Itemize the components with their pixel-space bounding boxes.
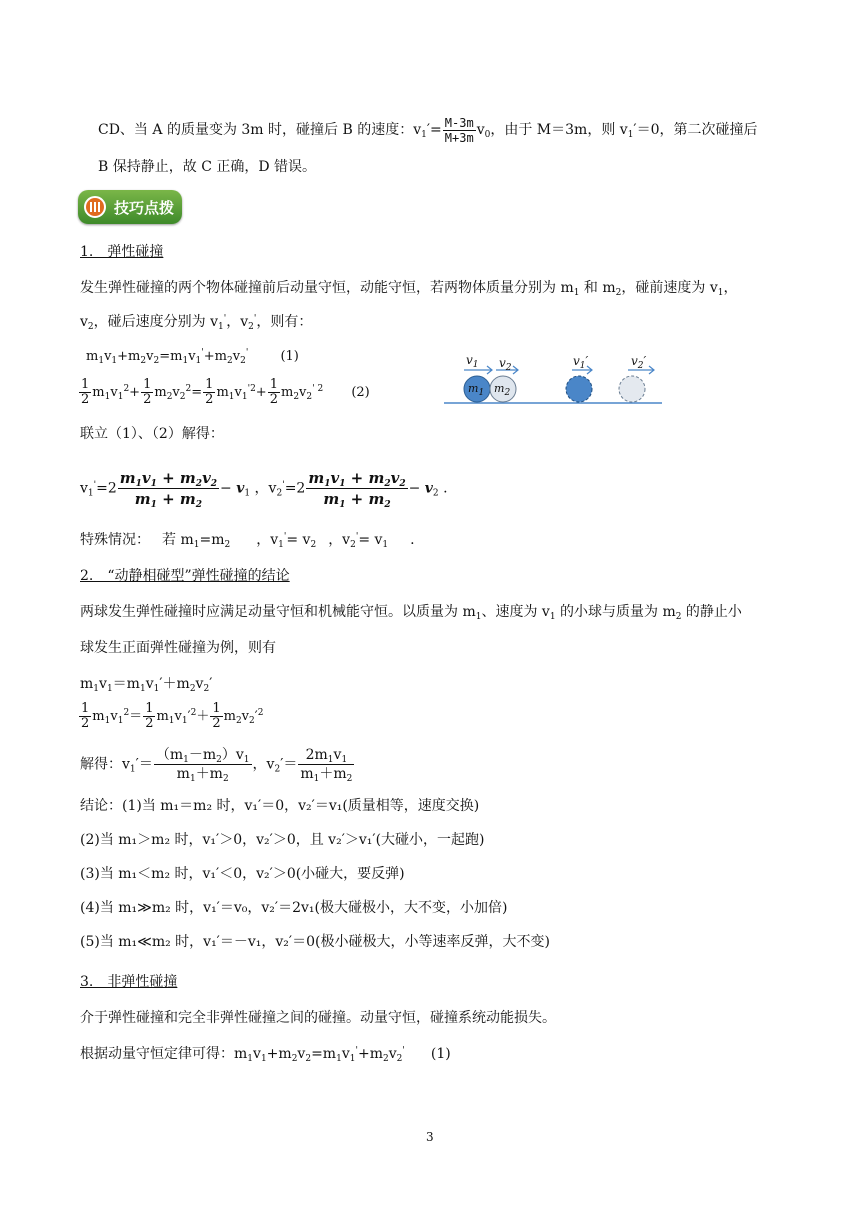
fraction-numerator: M-3m — [444, 116, 474, 130]
section-1-para-2: $v_2$，碰后速度分别为 $v_1'$，$v_2'$，则有： — [80, 314, 313, 332]
equation-2: $\frac{1}{2}$ $m_1v_1^2+$ $\frac{1}{2}$ $m_2v_2^2=$ $\frac{1}{2}$ $m_1v_1^{'2}+$ $\frac{1}{2}$ $m_2v_2^{' 2}$ (2) — [81, 377, 370, 407]
fig-label-m1: $m_1$ — [468, 382, 485, 398]
conclusion-5: (5)当 m₁≪m₂ 时，v₁′＝－v₁，v₂′＝0(极小碰极大，小等速率反弹，大不变) — [80, 934, 550, 950]
energy-equation: $\frac{1}{2}$ $m_1v_1^2=$ $\frac{1}{2}$ $m_1v_1'^2+$ $\frac{1}{2}$ $m_2v_2'^2$ — [81, 701, 264, 731]
ball-m2-after — [619, 376, 645, 402]
fig-label-v2-prime: $v_2'$ — [631, 354, 647, 371]
badge-label: 技巧点拨 — [114, 199, 175, 217]
conclusion-2: (2)当 m₁＞m₂ 时，v₁′＞0，v₂′＞0，且 v₂′＞v₁′(大碰小，一起跑) — [80, 832, 485, 848]
conclusion-4: (4)当 m₁≫m₂ 时，v₁′＝v₀，v₂′＝2v₁(极大碰极小，大不变，小加倍) — [80, 900, 508, 916]
ball-m1-after — [566, 376, 592, 402]
fig-label-v1: $v_1$ — [466, 353, 479, 370]
equation-2-number: (2) — [351, 385, 370, 400]
equation-1-number: (1) — [280, 349, 299, 364]
section-3-para-2: 根据动量守恒定律可得：$m_1v_1+m_2v_2=m_1v_1'+m_2v_2'$ (1) — [80, 1046, 451, 1064]
section-2-para-1: 两球发生弹性碰撞时应满足动量守恒和机械能守恒。以质量为 $m_1$、速度为 $v_1$ 的小球与质量为 $m_2$ 的静止小 — [80, 604, 742, 622]
intro-line-2: B 保持静止，故 C 正确，D 错误。 — [98, 159, 317, 175]
solution-formula: $v_1'=2$ $\frac{m_1v_1 + m_2v_2}{m_1 + m_2}$ − $v_1$ ，$v_2'=2$ $\frac{m_1v_1 + m_2v_2}{m_1 + m_2}$ − $v_2$ . — [80, 469, 448, 510]
fig-label-v2: $v_2$ — [499, 356, 512, 373]
fig-label-m2: $m_2$ — [494, 382, 511, 398]
momentum-equation: $m_1v_1=m_1v_1'+m_2v_2'$ — [80, 676, 213, 694]
section-2-title: 2. “动静相碰型”弹性碰撞的结论 — [80, 568, 290, 584]
combine-line: 联立（1）、（2）解得： — [80, 426, 224, 442]
conclusion-3: (3)当 m₁＜m₂ 时，v₁′＜0，v₂′＞0(小碰大，要反弹) — [80, 866, 405, 882]
books-icon — [84, 196, 106, 218]
fig-label-v1-prime: $v_1'$ — [573, 354, 589, 371]
page-number: 3 — [426, 1130, 434, 1144]
equation-1: $m_1v_1+m_2v_2=m_1v_1'+m_2v_2'$ (1) — [86, 348, 299, 366]
fraction-denominator: M+3m — [444, 131, 474, 145]
section-1-para-1: 发生弹性碰撞的两个物体碰撞前后动量守恒，动能守恒，若两物体质量分别为 $m_1$ 和 $m_2$，碰前速度为 $v_1$， — [80, 280, 738, 298]
solve-result: 解得：$v_1'=$ $\frac{(m_1-m_2)v_1}{m_1+m_2}$ ，$v_2'=$ $\frac{2m_1v_1}{m_1+m_2}$ — [80, 747, 353, 784]
section-2-para-2: 球发生正面弹性碰撞为例，则有 — [80, 640, 276, 656]
special-case: 特殊情况： 若 $m_1=m_2$ ，$v_1'= v_2$ ，$v_2'= v_1$ . — [80, 532, 415, 550]
intro-line-1: CD、当 A 的质量变为 3m 时，碰撞后 B 的速度：$v_1'=$ $\frac{M-3m}{M+3m}$ $v_0$，由于 M＝3m，则 $v_1'=0$，第二次碰撞后 — [98, 116, 758, 145]
section-1-title: 1. 弹性碰撞 — [80, 244, 164, 260]
section-3-para-1: 介于弹性碰撞和完全非弹性碰撞之间的碰撞。动量守恒，碰撞系统动能损失。 — [80, 1010, 556, 1026]
conclusion-1: 结论：(1)当 m₁＝m₂ 时，v₁′＝0，v₂′＝v₁(质量相等，速度交换) — [80, 798, 480, 814]
section-3-title: 3. 非弹性碰撞 — [80, 974, 178, 990]
tips-badge — [78, 190, 182, 224]
